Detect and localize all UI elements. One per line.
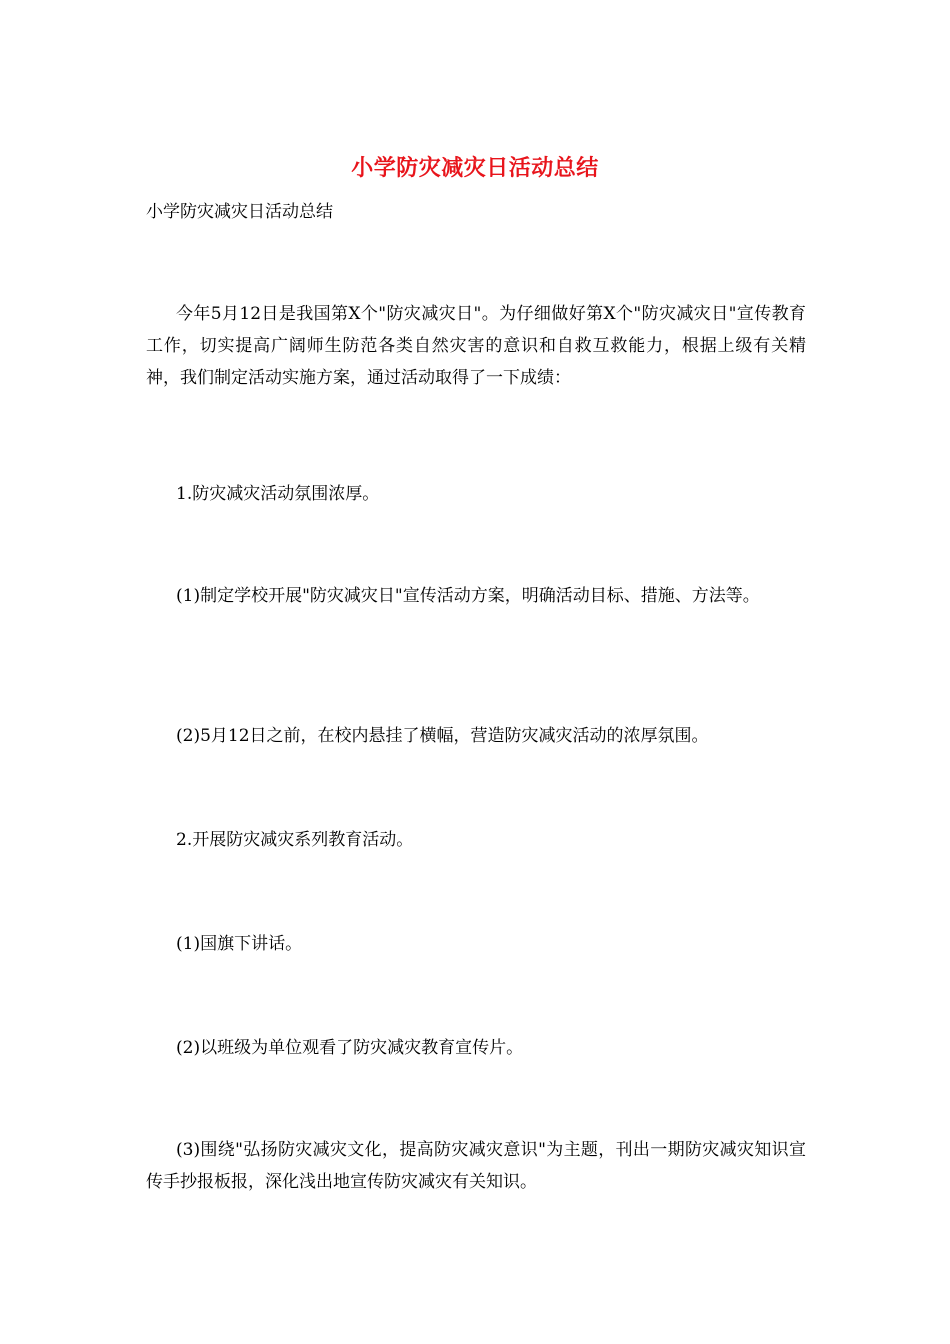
- paragraph-item-1-1: (1)制定学校开展"防灾减灾日"宣传活动方案，明确活动目标、措施、方法等。: [176, 586, 760, 606]
- paragraph-item-2-1: (1)国旗下讲话。: [176, 934, 303, 954]
- paragraph-intro: 今年5月12日是我国第X个"防灾减灾日"。为仔细做好第X个"防灾减灾日"宣传教育工作，切实提高广阔师生防范各类自然灾害的意识和自救互救能力，根据上级有关精神，我们制定活动实施方案，通过活动取得了一下成绩：: [146, 304, 806, 388]
- paragraph-section-1: 1.防灾减灾活动氛围浓厚。: [176, 484, 380, 504]
- paragraph-item-1-2: (2)5月12日之前，在校内悬挂了横幅，营造防灾减灾活动的浓厚氛围。: [176, 726, 709, 746]
- paragraph-item-2-2: (2)以班级为单位观看了防灾减灾教育宣传片。: [176, 1038, 524, 1058]
- paragraph-section-2: 2.开展防灾减灾系列教育活动。: [176, 830, 414, 850]
- document-title: 小学防灾减灾日活动总结: [351, 155, 599, 181]
- paragraph-item-2-3: (3)围绕"弘扬防灾减灾文化，提高防灾减灾意识"为主题，刊出一期防灾减灾知识宣传手抄报板报，深化浅出地宣传防灾减灾有关知识。: [146, 1140, 806, 1192]
- document-subtitle: 小学防灾减灾日活动总结: [146, 202, 333, 222]
